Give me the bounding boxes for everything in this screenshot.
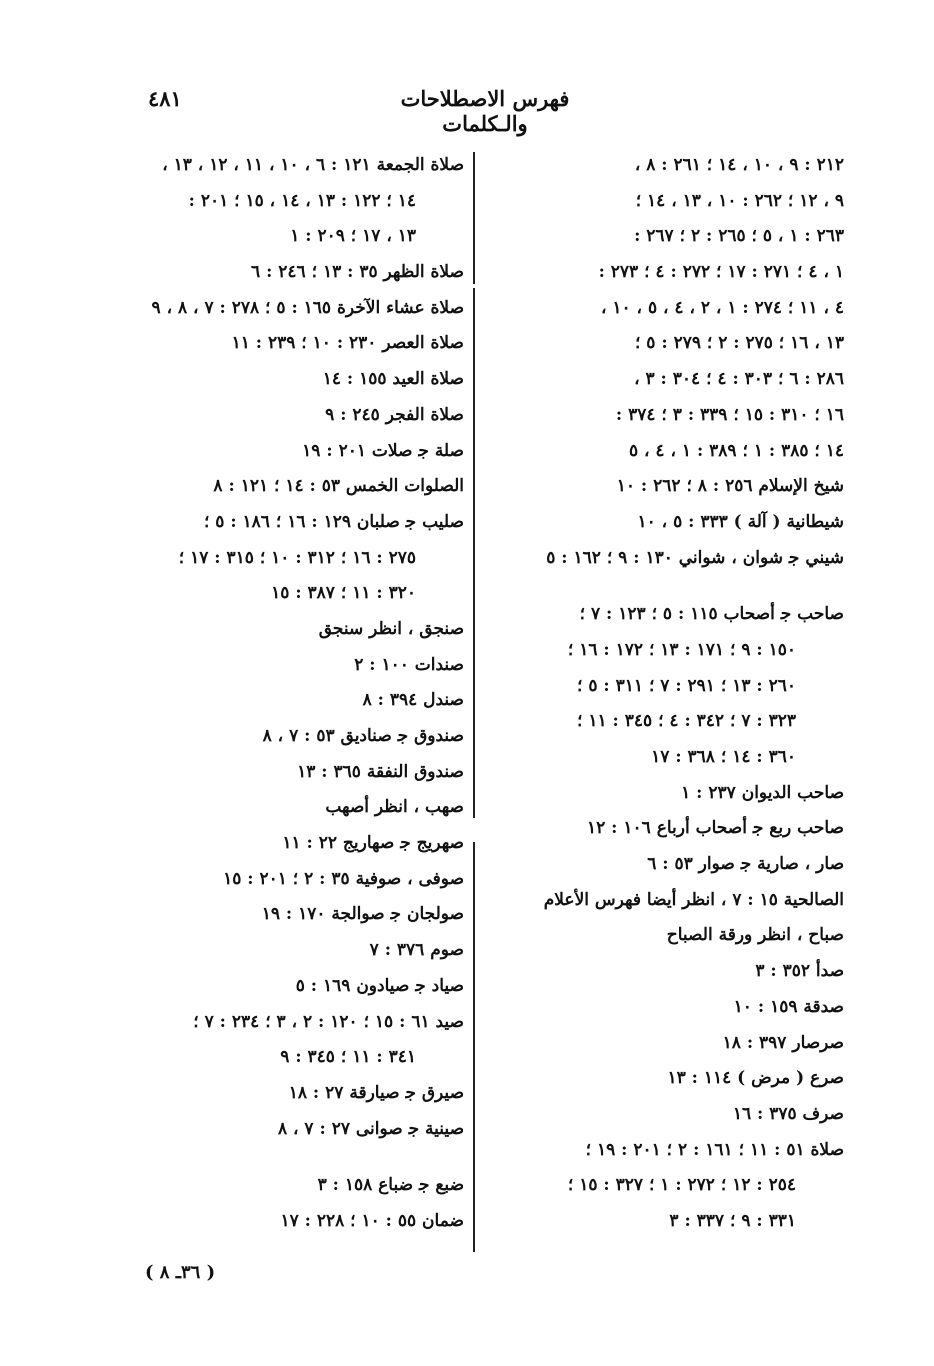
index-column-left [110,148,464,1240]
index-entry: صلة ﺟ صلات ٢٠١ : ١٩ [302,440,464,461]
index-entry: ١ ، ٤ ؛ ٢٧١ : ١٧ ؛ ٢٧٢ : ٤ ؛ ٢٧٣ : [598,262,844,283]
index-entry: صلاة العصر ٢٣٠ : ١٠ ؛ ٢٣٩ : ١١ [231,333,464,354]
index-entry-continuation: ١٤ ؛ ١٢٢ : ١٣ ، ١٤ ، ١٥ ؛ ٢٠١ : [188,190,416,211]
index-entry: صيرق ﺟ صيارقة ٢٧ : ١٨ [288,1082,464,1103]
index-entry: ٢٦٣ : ١ ، ٥ ؛ ٢٦٥ : ٢ ؛ ٢٦٧ : [634,226,844,247]
index-entry: صلاة العيد ١٥٥ : ١٤ [322,369,464,390]
index-entry: صندوق ﺟ صناديق ٥٣ : ٧ ، ٨ [262,726,464,746]
index-entry: ٢١٢ : ٩ ، ١٠ ، ١٤ ؛ ٢٦١ : ٨ ، [634,155,844,175]
index-entry-continuation: ٣٣١ : ٩ ؛ ٣٣٧ : ٣ [669,1210,796,1231]
index-entry-continuation: ٢٥٤ : ١٢ ؛ ٢٧٢ : ١ ؛ ٣٢٧ : ١٥ ؛ [567,1175,796,1196]
index-entry-continuation: ٣٤١ : ١١ ؛ ٣٤٥ : ٩ [280,1047,416,1068]
index-entry: شيني ﺟ شوان ، شواني ١٣٠ : ٩ ؛ ١٦٢ : ٥ [546,547,844,568]
index-entry-continuation: ١٥٠ : ٩ ؛ ١٧١ : ١٣ ؛ ١٧٢ : ١٦ ؛ [567,639,796,660]
index-entry: صلاة عشاء الآخرة ١٦٥ : ٥ ؛ ٢٧٨ : ٧ ، ٨ ، ٩ [151,297,464,318]
signature-mark: ( ٣٦ـ ٨ ) [145,1262,216,1283]
index-entry: صنجق ، انظر سنجق [318,618,464,639]
index-entry: ١٦ ؛ ٣١٠ : ١٥ ؛ ٣٣٩ : ٣ ؛ ٣٧٤ : [615,404,844,425]
index-entry: صدأ ٣٥٢ : ٣ [755,961,844,982]
index-entry: ٤ ، ١١ ؛ ٢٧٤ : ١ ، ٢ ، ٤ ، ٥ ، ١٠ ، [600,297,844,318]
index-entry: صهب ، انظر أصهب [325,797,464,818]
running-header-title: فهرس الاصطلاحات والـكلمات [400,86,570,136]
index-entry: صوفى ، صوفية ٣٥ : ٢ ؛ ٢٠١ : ١٥ [223,868,464,889]
index-entry: شيخ الإسلام ٢٥٦ : ٨ ؛ ٢٦٢ : ١٠ [616,476,844,497]
index-entry: صهريج ﺟ صهاريج ٢٢ : ١١ [282,833,464,854]
section-gap [110,1147,464,1168]
index-entry: صلاة الجمعة ١٢١ : ٦ ، ١٠ ، ١١ ، ١٢ ، ١٣ ، [162,155,464,175]
index-entry: صلاة ٥١ : ١١ ؛ ١٦١ : ٢ ؛ ٢٠١ : ١٩ ؛ [585,1139,844,1160]
index-entry: صاحب ﺟ أصحاب ١١٥ : ٥ ؛ ١٢٣ : ٧ ؛ [579,604,844,625]
index-entry: صاحب الديوان ٢٣٧ : ١ [681,782,844,803]
index-entry-continuation: ٢٦٠ : ١٣ ؛ ٢٩١ : ٧ ؛ ٣١١ : ٥ ؛ [577,675,796,696]
index-entry: صولجان ﺟ صوالجة ١٧٠ : ١٩ [261,904,464,925]
section-gap [488,576,844,597]
index-entry: ٩ ، ١٢ ؛ ٢٦٢ : ١٠ ، ١٣ ، ١٤ ؛ [635,190,844,211]
index-entry: صندات ١٠٠ : ٢ [354,654,464,675]
index-entry: ضبع ﺟ ضباع ١٥٨ : ٣ [317,1175,464,1196]
index-entry-continuation: ٢٧٥ : ١٦ ؛ ٣١٢ : ١٠ ؛ ٣١٥ : ١٧ ؛ [178,547,416,568]
index-entry: صار ، صارية ﺟ صوار ٥٣ : ٦ [647,854,844,875]
column-divider-rule [473,288,475,818]
index-entry: صوم ٣٧٦ : ٧ [369,940,464,961]
index-entry: الصلوات الخمس ٥٣ : ١٤ ؛ ١٢١ : ٨ [213,476,464,497]
index-entry: صرع ( مرض ) ١١٤ : ١٣ [667,1068,844,1089]
index-entry-continuation: ٣٢٠ : ١١ ؛ ٣٨٧ : ١٥ [271,583,416,604]
index-entry: الصالحية ١٥ : ٧ ، انظر أيضا فهرس الأعلام [543,889,844,910]
page-number: ٤٨١ [148,86,182,111]
index-entry: صرصار ٣٩٧ : ١٨ [722,1032,844,1053]
index-entry-continuation: ٣٢٣ : ٧ ؛ ٣٤٢ : ٤ ؛ ٣٤٥ : ١١ ؛ [577,711,796,732]
index-entry: صندل ٣٩٤ : ٨ [362,690,464,711]
index-entry: ٢٨٦ : ٦ ؛ ٣٠٣ : ٤ ؛ ٣٠٤ : ٣ ، [634,369,844,390]
index-entry: صلاة الظهر ٣٥ : ١٣ ؛ ٢٤٦ : ٦ [251,262,464,283]
index-entry: صيد ٦١ : ١٥ ؛ ١٢٠ : ٢ ، ٣ ؛ ٢٣٤ : ٧ ؛ [193,1011,464,1032]
index-entry: صدقة ١٥٩ : ١٠ [733,996,844,1017]
index-entry-continuation: ١٣ ، ١٧ ؛ ٢٠٩ : ١ [290,226,416,247]
index-entry: صلاة الفجر ٢٤٥ : ٩ [325,404,464,425]
index-entry: صليب ﺟ صلبان ١٢٩ : ١٦ ؛ ١٨٦ : ٥ ؛ [203,511,464,532]
index-entry: ١٤ ؛ ٣٨٥ : ١ ؛ ٣٨٩ : ١ ، ٤ ، ٥ [628,440,844,461]
index-entry: صاحب ربع ﺟ أصحاب أرباع ١٠٦ : ١٢ [586,818,844,839]
index-entry: صينية ﺟ صوانى ٢٧ : ٧ ، ٨ [277,1118,464,1139]
index-entry: ١٣ ، ١٦ ؛ ٢٧٥ : ٢ ؛ ٢٧٩ : ٥ ؛ [634,333,844,354]
index-entry: شيطانية ( آلة ) ٣٣٣ : ٥ ، ١٠ [637,511,844,532]
index-column-right [488,148,844,1240]
index-entry: صرف ٣٧٥ : ١٦ [732,1103,844,1124]
index-entry-continuation: ٣٦٠ : ١٤ ؛ ٣٦٨ : ١٧ [651,747,796,767]
index-entry: صندوق النفقة ٣٦٥ : ١٣ [297,761,464,782]
column-divider-rule [473,152,475,284]
index-entry: صباح ، انظر ورقة الصباح [666,925,844,946]
index-entry: ضمان ٥٥ : ١٠ ؛ ٢٢٨ : ١٧ [280,1210,464,1231]
column-divider-rule [473,842,475,1252]
index-entry: صياد ﺟ صيادون ١٦٩ : ٥ [295,975,464,996]
